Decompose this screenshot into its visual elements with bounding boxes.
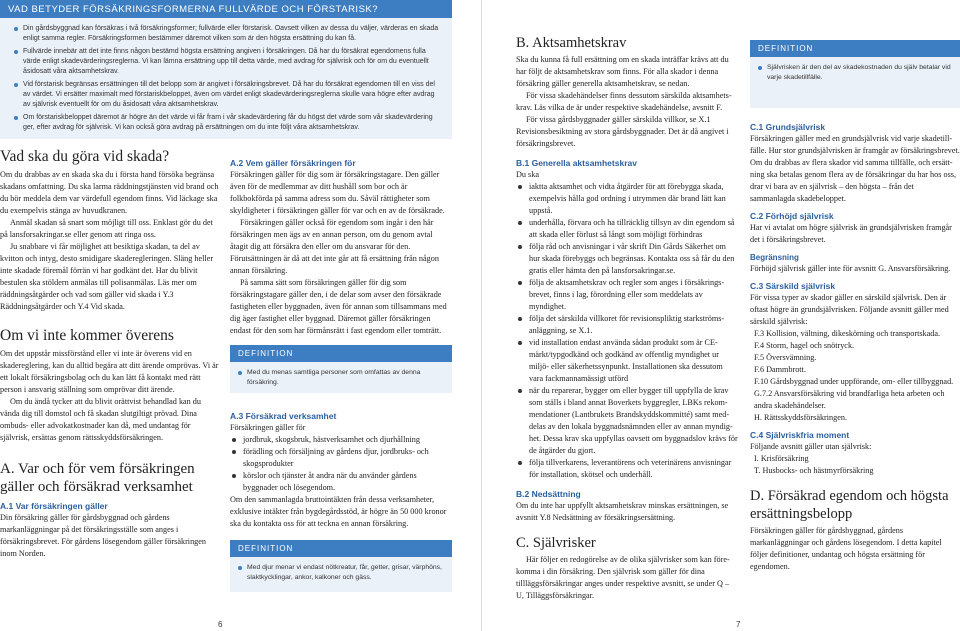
body-text	[0, 169, 222, 313]
body-text	[516, 54, 738, 150]
list-item: Vid förstarisk begränsas ersättningen till det belopp som är angivet i försäkringsbrevet. Då har du försäkrat egendomen till en viss del av värdet. Vi ersätter maximalt med förstariskbeloppet, även om värdet enligt skadevärderingsreglerna skulle vara högre efter avdrag av självrisk eventuellt för om du åsidosatt våra aktsamhetskrav.	[14, 80, 442, 110]
info-box-heading: VAD BETYDER FÖRSÄKRINGSFORMERNA FULLVÄRDE OCH FÖRSTARISK?	[0, 0, 452, 18]
list-item: iaktta aktsamhet och vidta åtgärder för att förebygga skada, exempelvis hålla god ordning i utrymmen där brand lätt kan uppstå.	[516, 181, 738, 217]
list-item: följa råd och anvisningar i vår skrift Din Gårds Säkerhet om hur skada förebyggs och begränsas. Kontakta oss så får du den gratis eller hämta den på lansforsakringar.se.	[516, 241, 738, 277]
list-item: Självrisken är den del av skadekostnaden du själv betalar vid varje skadetillfälle.	[758, 63, 954, 82]
heading-c1: C.1 Grundsjälvrisk	[750, 122, 826, 132]
heading-b2: B.2 Nedsättning	[516, 489, 581, 499]
body-text: Följande avsnitt gäller utan självrisk:	[750, 442, 872, 451]
paragraph: Ska du kunna få full ersättning om en skada inträffar krävs att du har följt de aktsamhetskrav som finns. För alla skador i denna försäkring gäller generella aktsamhetskrav, se nedan.	[516, 55, 729, 88]
list-item: Fullvärde innebär att det inte finns någon bestämd högsta ersättning angiven i försäkringen. Då har du försäkrat egendomens fulla värde enligt skadevärderingsreglerna. Vi kan lämna ersättning upp till detta värde, med avdrag för självrisk och för om du eventuellt åsidosatt våra aktsamhetskrav.	[14, 47, 442, 77]
list-item: Med du menas samtliga personer som omfattas av denna försäkring.	[238, 368, 446, 387]
paragraph: Om du ändå tycker att du blivit orättvist behandlad kan du vända dig till domstol och få skadan slutgiltigt prövad. Dina ombuds- eller advokatkostnader kan då, med undantag för självrisk, ersättas genom rättsskyddsförsäkringen.	[0, 397, 201, 442]
list-item: förädling och försäljning av gårdens djur, jordbruks- och skogsprodukter	[230, 446, 452, 470]
list-item: T. Husbocks- och hästmyrförsäkring	[754, 466, 874, 475]
definition-box	[750, 40, 960, 108]
b1-list	[516, 181, 738, 481]
heading-section-d: D. Försäkrad egendom och högsta ersättningsbelopp	[750, 488, 949, 522]
body-text: Försäkringen gäller för	[230, 423, 306, 432]
list-item: vid installation endast använda sådan produkt som är CE-märkt/typgodkänd och godkänd av offentlig myndighet ur miljö- eller säkerhetssynpunkt. Installationen ska dessutom vara fackmannamässigt utförd	[516, 337, 738, 385]
column-2	[230, 158, 452, 592]
definition-heading: DEFINITION	[230, 345, 452, 362]
heading-c2: C.2 Förhöjd självrisk	[750, 211, 834, 221]
list-item: F.4 Storm, hagel och snötryck.	[754, 341, 855, 350]
paragraph: Anmäl skadan så snart som möjligt till oss. Enklast gör du det på lansforsakringar.se eller genom att ringa oss.	[0, 218, 213, 239]
body-text: Försäkringen gäller med en grundsjälvrisk vid varje skadetillfälle. Hur stor grundsjälvrisken är framgår av försäkringsbrevet. Om du drabbas av flera skador vid samma tillfälle, och ersättning ska betalas genom flera av de försäkringar du har hos oss, drar vi bara av en självrisk – den högsta – från det sammanlagda skadebeloppet.	[750, 134, 960, 203]
definition-heading: DEFINITION	[750, 40, 960, 57]
heading-disagree: Om vi inte kommer överens	[0, 327, 174, 344]
body-text: Din försäkring gäller för gårdsbyggnad och gårdens markanläggningar på det försäkringsställe som anges i försäkringsbrevet. För gårdens lösegendom gäller försäkringen inom Norden.	[0, 513, 206, 558]
paragraph: Ju snabbare vi får möjlighet att besiktiga skadan, ta del av kvitton och intyg, desto smidigare skaderegleringen. Släng heller inte skadade föremål förrän vi har godkänt det. Har du blivit bestulen ska stöldern anmälas till polisanmälas. Läs mer om räddningsåtgärder och vad som gäller vid skada i Y.3 Räddningsåtgärder och Y.4 Vid skada.	[0, 242, 214, 311]
column-1	[0, 148, 222, 560]
heading-a1: A.1 Var försäkringen gäller	[0, 501, 108, 511]
definition-heading: DEFINITION	[230, 540, 452, 557]
column-3	[516, 34, 738, 602]
heading-limitation: Begränsning	[750, 253, 799, 262]
paragraph: För vissa gårdsbyggnader gäller särskilda villkor, se X.1 Revisionsbesiktning av stora gårdsbyggnader. Det är då angivet i försäkringsbrevet.	[516, 115, 729, 148]
paragraph: Om det uppstår missförstånd eller vi inte är överens vid en skadereglering, kan du alltid begära att ditt ärende omprövas. Vi är ett lokalt försäkringsbolag och du kan lätt få kontakt med rätt person i ansvarig ställning som omprövar ditt ärende.	[0, 349, 219, 394]
list-item: Om förstariskbeloppet däremot är högre än det värde vi får fram i vår skadevärdering får du högst det värde som vår skadevärdering ger, efter avdrag för självrisk. Vi kan också göra avdrag på ersättningen om du inte följt våra aktsamhetskrav.	[14, 113, 442, 133]
list-item: underhålla, förvara och ha tillräcklig tillsyn av din egendom så att skada eller förlust så långt som möjligt förhindras	[516, 217, 738, 241]
list-item: F.5 Översvämning.	[754, 353, 817, 362]
list-item: när du reparerar, bygger om eller bygger till uppfylla de krav som ställs i bland annat Boverkets byggregler, LBKs rekommendationer (Lantbrukets Brandskyddskommitté) samt meddelas av den lokala byggnadsnämnden eller av annan myndighet. Dessa krav ska uppfyllas oavsett om byggnadslov krävs för de åtgärder du gjort.	[516, 385, 738, 457]
paragraph: Försäkringen gäller också för egendom som ingår i den här försäkringen men ägs av en annan person, om du genom avtal åtagit dig att försäkra den eller om du ansvarar för den. Förutsättningen är då att det inte går att få ersättning från någon annan försäkring.	[230, 218, 439, 275]
page-number: 6	[218, 620, 223, 629]
page-divider	[481, 0, 482, 631]
list-item: följa de aktsamhetskrav och regler som anges i försäkringsbrevet, finns i lag, förordning eller som meddelats av myndighet.	[516, 277, 738, 313]
heading-section-b: B. Aktsamhetskrav	[516, 35, 627, 51]
c4-list	[750, 453, 960, 477]
body-text: Om den sammanlagda bruttointäkten från dessa verksamheter, exklusive intäkter från bygdegårdsstöd, är högre än 50 000 kronor ska du kontakta oss för att teckna en annan försäkring.	[230, 495, 447, 528]
list-item: Med djur menar vi endast nötkreatur, får, getter, grisar, värphöns, slaktkycklingar, ankor, kalkoner och gäss.	[238, 563, 446, 582]
heading-section-a: A. Var och för vem försäkringen gäller och försäkrad verksamhet	[0, 461, 195, 495]
heading-a3: A.3 Försäkrad verksamhet	[230, 411, 337, 421]
body-text: Om du inte har uppfyllt aktsamhetskrav minskas ersättningen, se avsnitt Y.8 Nedsättning av försäkringsersättning.	[516, 501, 729, 522]
body-text	[0, 348, 222, 444]
definition-box	[230, 540, 452, 592]
list-item: I. Krisförsäkring	[754, 454, 809, 463]
list-item: G.7.2 Ansvarsförsäkring vid brandfarliga heta arbeten och andra skadehändelser.	[754, 389, 945, 410]
list-item: Din gårdsbyggnad kan försäkras i två försäkringsformer; fullvärde eller förstarisk. Oavsett vilken av dessa du väljer, värderas en skada enligt samma regler. Försäkringsformen bestämmer däremot vilken som är den högsta ersättning du kan få.	[14, 24, 442, 44]
c3-list	[750, 328, 960, 424]
body-text: Förhöjd självrisk gäller inte för avsnitt G. Ansvarsförsäkring.	[750, 264, 951, 273]
list-item: följa tillverkarens, leverantörens och veterinärens anvisningar för installation, skötsel och underhåll.	[516, 457, 738, 481]
list-item: följa det särskilda villkoret för revisionspliktig starkströmsanläggning, se X.1.	[516, 313, 738, 337]
heading-a2: A.2 Vem gäller försäkringen för	[230, 158, 356, 168]
heading-what-to-do: Vad ska du göra vid skada?	[0, 148, 170, 165]
heading-c3: C.3 Särskild självrisk	[750, 281, 836, 291]
paragraph: Försäkringen gäller för dig som är försäkringstagare. Den gäller även för de medlemmar av ditt hushåll som bor och är folkbokförda på samma adress som du. Såväl rättigheter som skyldigheter i försäkringen gäller för var och en av de försäkrade.	[230, 170, 445, 215]
body-text: Har vi avtalat om högre självrisk än grundsjälvrisken framgår det i försäkringsbrevet.	[750, 223, 952, 244]
list-item: jordbruk, skogsbruk, hästverksamhet och djurhållning	[230, 434, 452, 446]
body-text: För vissa typer av skador gäller en särskild självrisk. Den är oftast högre än grundsjälvrisken. Följande avsnitt gäller med särskild självrisk:	[750, 293, 949, 326]
list-item: F.3 Kollision, vältning, dikeskörning och transportskada.	[754, 329, 941, 338]
a3-list	[230, 434, 452, 494]
body-text: Här följer en redogörelse av de olika självrisker som kan förekomma i din försäkring. Den självrisk som gäller för dina tillläggsförsäkringar anges under respektive avsnitt, se under Q – U, Tilläggsförsäkringar.	[516, 555, 730, 600]
info-box-list	[0, 18, 452, 133]
heading-b1: B.1 Generella aktsamhetskrav	[516, 158, 637, 168]
body-text: Du ska	[516, 170, 539, 179]
paragraph: För vissa skadehändelser finns dessutom särskilda aktsamhetskrav. Läs vilka de är under respektive skadehändelse, avsnitt F.	[516, 91, 732, 112]
body-text	[230, 169, 452, 337]
paragraph: Om du drabbas av en skada ska du i första hand försöka begränsa skadans omfattning. Du ska larma räddningstjänsten vid brand och du bör meddela dem var värdefull egendom finns. Vid läckage ska du exempelvis stänga av huvudkranen.	[0, 170, 219, 215]
heading-c4: C.4 Självriskfria moment	[750, 430, 850, 440]
page-number: 7	[736, 620, 741, 629]
heading-section-c: C. Självrisker	[516, 535, 596, 551]
definition-box	[230, 345, 452, 393]
info-box-forms	[0, 0, 452, 139]
list-item: F.6 Dammbrott.	[754, 365, 806, 374]
list-item: F.10 Gårdsbyggnad under uppförande, om- eller tillbyggnad.	[754, 377, 954, 386]
column-4	[750, 40, 960, 573]
list-item: körslor och tjänster åt andra när du använder gårdens byggnader och lösegendom.	[230, 470, 452, 494]
list-item: H. Rättsskyddsförsäkringen.	[754, 413, 848, 422]
body-text: Försäkringen gäller för gårdsbyggnad, gårdens markanläggningar och gårdens lösegendom. I detta kapitel följer definitioner, undantag och högsta ersättning för egendomen.	[750, 526, 942, 571]
paragraph: På samma sätt som försäkringen gäller för dig som försäkringstagare gäller den, i de delar som avser den försäkrade fastigheten eller byggnaden, även för annan som tillsammans med dig äger fastighet eller byggnad. Däremot gäller försäkringen endast för den som har förmånsrätt i fast egendom eller tomträtt.	[230, 278, 447, 335]
